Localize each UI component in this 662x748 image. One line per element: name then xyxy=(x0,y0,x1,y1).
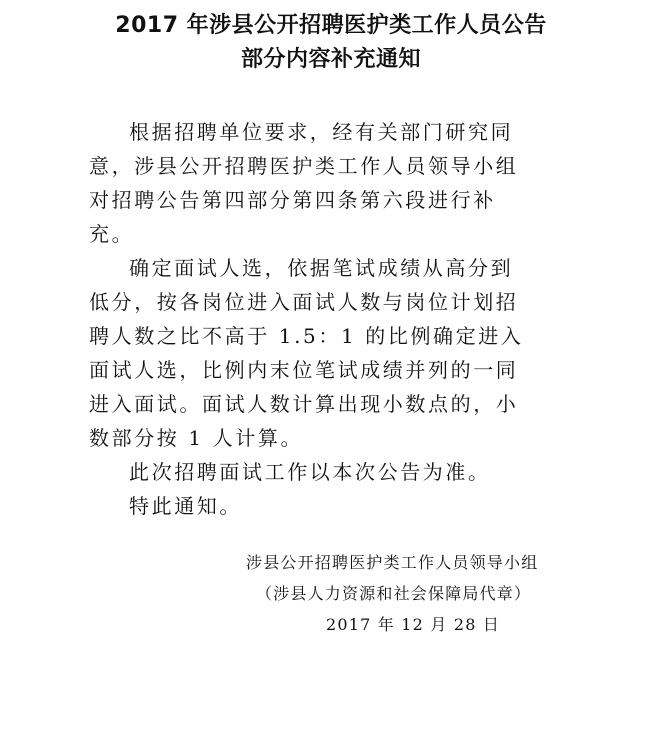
signature-organization: 涉县公开招聘医护类工作人员领导小组 xyxy=(246,553,539,572)
paragraph-2-line-5: 进入面试。面试人数计算出现小数点的，小 xyxy=(89,392,519,416)
paragraph-1-line-4: 充。 xyxy=(89,222,135,246)
paragraph-2-line-1: 确定面试人选，依据笔试成绩从高分到 xyxy=(129,256,514,280)
paragraph-2-line-3: 聘人数之比不高于 1.5：1 的比例确定进入 xyxy=(89,324,524,348)
paragraph-2-line-4: 面试人选，比例内末位笔试成绩并列的一同 xyxy=(89,358,519,382)
title-line-1: 2017 年涉县公开招聘医护类工作人员公告 xyxy=(115,13,547,38)
paragraph-1-line-2: 意，涉县公开招聘医护类工作人员领导小组 xyxy=(89,154,519,178)
paragraph-3: 此次招聘面试工作以本次公告为准。 xyxy=(129,460,491,484)
paragraph-1-line-1: 根据招聘单位要求，经有关部门研究同 xyxy=(129,120,514,144)
title-line-2: 部分内容补充通知 xyxy=(240,47,421,72)
paragraph-2-line-2: 低分，按各岗位进入面试人数与岗位计划招 xyxy=(89,290,519,314)
signature-date: 2017 年 12 月 28 日 xyxy=(326,615,501,634)
paragraph-1-line-3: 对招聘公告第四部分第四条第六段进行补 xyxy=(89,188,496,212)
paragraph-2-line-6: 数部分按 1 人计算。 xyxy=(89,426,304,450)
signature-seal-note: （涉县人力资源和社会保障局代章） xyxy=(256,584,532,603)
paragraph-4: 特此通知。 xyxy=(129,494,242,518)
